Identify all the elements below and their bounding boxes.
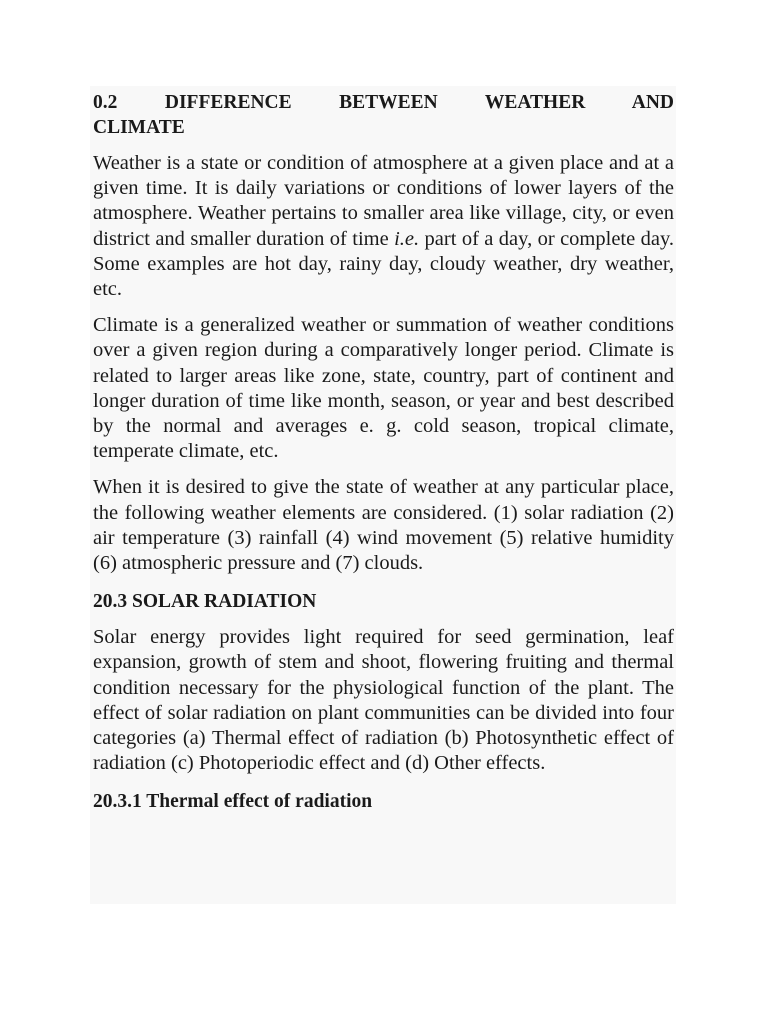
paragraph-climate-definition: Climate is a generalized weather or summation of weather conditions over a given region during a comparatively longer period. Climate is related to larger areas like zone, state, country, part of continent and longer duration of time like month, season, or year and best described by the normal and averages e. g. cold season, tropical climate, temperate climate, etc.	[93, 314, 674, 463]
paragraph-weather-definition	[93, 151, 674, 302]
paragraph-weather-text-start: Weather is a state or condition of atmosphere at a given place and at a given time. It is daily variations or conditions of lower layers of the atmosphere. Weather pertains to smaller area like village, city, or even district and smaller duration of time	[93, 152, 674, 250]
paragraph-weather-elements: When it is desired to give the state of weather at any particular place, the following weather elements are considered. (1) solar radiation (2) air temperature (3) rainfall (4) wind movement (5) relative humidity (6) atmospheric pressure and (7) clouds.	[93, 476, 674, 575]
section-heading-line-2: CLIMATE	[93, 117, 185, 138]
section-heading-solar-radiation: 20.3 SOLAR RADIATION	[93, 591, 317, 613]
subheading-thermal-effect: 20.3.1 Thermal effect of radiation	[93, 791, 373, 813]
paragraph-weather-text-end: part of a day, or complete day. Some examples are hot day, rainy day, cloudy weather, dry weather, etc.	[93, 227, 674, 301]
section-heading-weather-climate	[93, 90, 674, 140]
text-region	[90, 86, 676, 904]
section-heading-line-1: 0.2 DIFFERENCE BETWEEN WEATHER AND	[93, 92, 674, 113]
paragraph-solar-radiation: Solar energy provides light required for seed germination, leaf expansion, growth of stem and shoot, flowering fruiting and thermal condition necessary for the physiological function of the plant. The effect of solar radiation on plant communities can be divided into four categories (a) Thermal effect of radiation (b) Photosynthetic effect of radiation (c) Photoperiodic effect and (d) Other effects.	[93, 626, 674, 775]
ie-abbreviation: i.e.	[394, 227, 420, 250]
